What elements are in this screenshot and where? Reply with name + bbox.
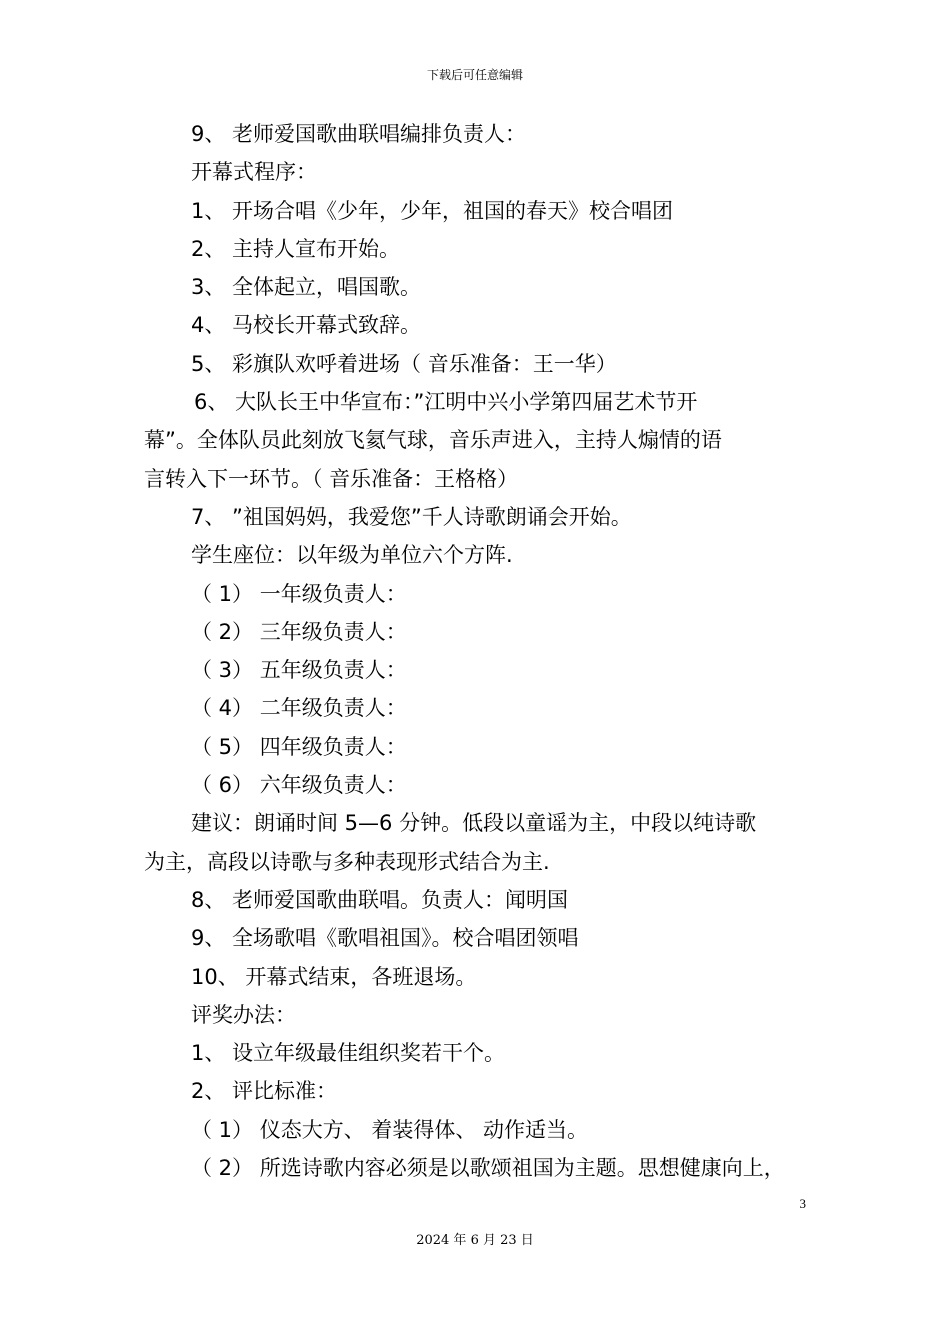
paragraph-line: （ 1） 仪态大方、 着装得体、 动作适当。 — [191, 1117, 589, 1142]
paragraph-line: 学生座位：以年级为单位六个方阵. — [191, 543, 513, 568]
paragraph-line: 1、 设立年级最佳组织奖若干个。 — [191, 1041, 506, 1066]
paragraph-line: 建议：朗诵时间 5—6 分钟。低段以童谣为主，中段以纯诗歌 — [191, 811, 757, 836]
page-header: 下载后可任意编辑 — [426, 68, 523, 82]
document-body — [144, 115, 816, 1187]
paragraph-line: 6、 大队长王中华宣布：”江明中兴小学第四届艺术节开 — [194, 390, 698, 415]
paragraph-line: 5、 彩旗队欢呼着进场（ 音乐准备：王一华） — [191, 351, 617, 376]
paragraph-line: 10、 开幕式结束，各班退场。 — [191, 964, 477, 989]
paragraph-line: 评奖办法： — [191, 1002, 296, 1027]
paragraph-line: 幕”。全体队员此刻放飞氦气球，音乐声进入，主持人煽情的语 — [144, 428, 722, 453]
paragraph-line: 8、 老师爱国歌曲联唱。负责人：闻明国 — [191, 887, 569, 912]
paragraph-line: 开幕式程序： — [191, 160, 317, 185]
paragraph-line: （ 3） 五年级负责人： — [191, 658, 407, 683]
paragraph-line: 9、 老师爱国歌曲联唱编排负责人： — [191, 122, 527, 146]
paragraph-line: 9、 全场歌唱《歌唱祖国》。校合唱团领唱 — [191, 926, 579, 951]
paragraph-line: （ 1） 一年级负责人： — [191, 581, 407, 606]
paragraph-line: （ 6） 六年级负责人： — [191, 773, 407, 798]
paragraph-line: 4、 马校长开幕式致辞。 — [191, 313, 422, 338]
paragraph-line: （ 4） 二年级负责人： — [191, 696, 407, 721]
paragraph-line: （ 2） 所选诗歌内容必须是以歌颂祖国为主题。思想健康向上， — [191, 1156, 785, 1181]
paragraph-line: 1、 开场合唱《少年，少年，祖国的春天》校合唱团 — [191, 198, 674, 223]
paragraph-line: 言转入下一环节。（ 音乐准备：王格格） — [144, 466, 519, 491]
paragraph-line: 为主，高段以诗歌与多种表现形式结合为主. — [144, 849, 550, 874]
paragraph-line: 3、 全体起立，唱国歌。 — [191, 275, 422, 300]
paragraph-line: （ 5） 四年级负责人： — [191, 734, 407, 759]
paragraph-line: 2、 主持人宣布开始。 — [191, 236, 401, 261]
paragraph-line: 2、 评比标准： — [191, 1079, 338, 1104]
footer-date: 2024 年 6 月 23 日 — [416, 1233, 534, 1248]
page-number: 3 — [799, 1196, 806, 1211]
paragraph-line: 7、 ”祖国妈妈，我爱您”千人诗歌朗诵会开始。 — [191, 504, 632, 529]
paragraph-line: （ 2） 三年级负责人： — [191, 619, 407, 644]
